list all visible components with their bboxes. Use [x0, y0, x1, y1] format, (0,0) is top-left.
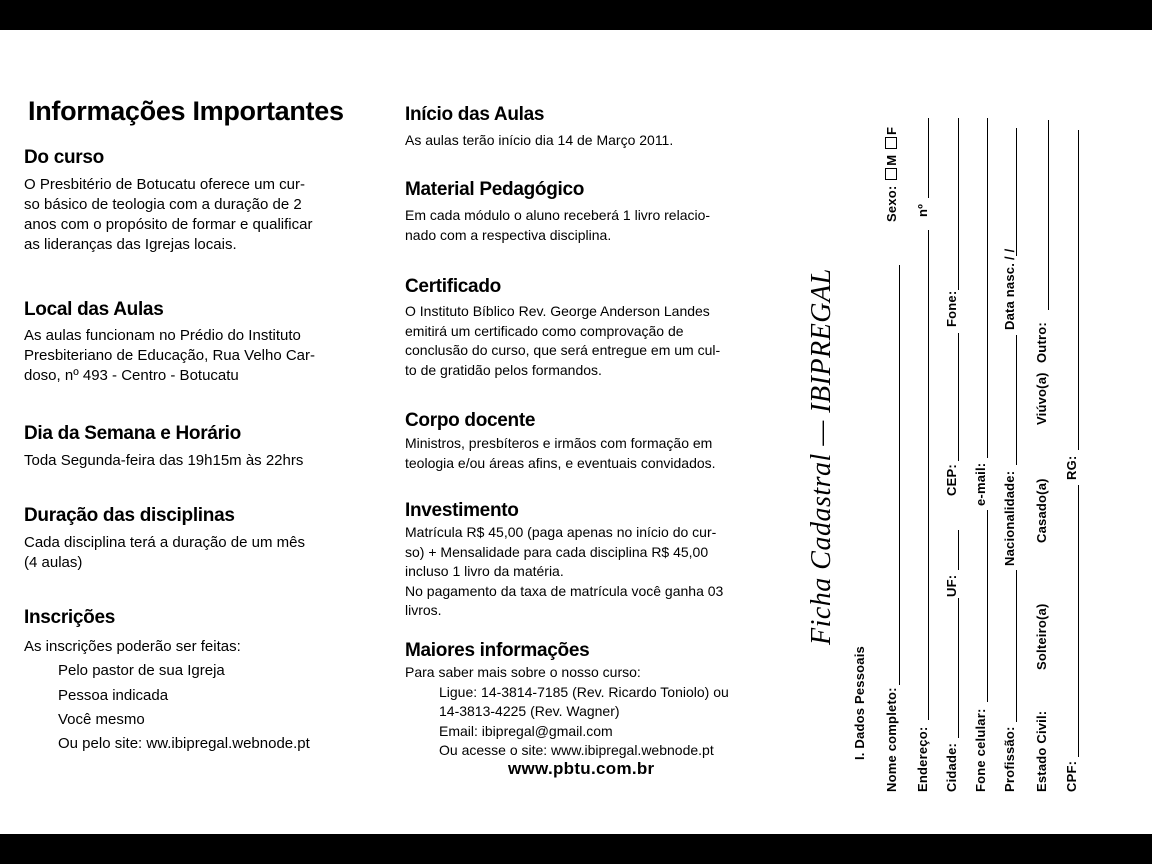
label-celular: Fone celular:: [973, 708, 988, 792]
label-email: e-mail:: [973, 462, 988, 506]
text-line: (4 aulas): [24, 554, 83, 571]
text-line: As aulas terão início dia 14 de Março 2011.: [405, 132, 674, 148]
list-item: Pelo pastor de sua Igreja: [58, 662, 225, 680]
text-line: livros.: [405, 602, 442, 618]
text-line: nado com a respectiva disciplina.: [405, 226, 612, 243]
label-cpf: CPF:: [1064, 760, 1079, 792]
label-sexo-text: Sexo:: [884, 185, 899, 222]
text-line: O Presbitério de Botucatu oferece um cur-: [24, 176, 305, 193]
text-line: Presbiteriano de Educação, Rua Velho Car-: [24, 347, 316, 364]
section-body-material: [405, 206, 753, 245]
text-line: to de gratidão pelos formandos.: [405, 361, 602, 378]
section-body-maiores: [405, 663, 753, 761]
option-casado[interactable]: Casado(a): [1034, 478, 1049, 543]
list-item: Ligue: 14-3814-7185 (Rev. Ricardo Toniolo) ou: [439, 683, 729, 700]
section-heading-dia: Dia da Semana e Horário: [24, 423, 241, 444]
section-body-curso: [24, 175, 342, 255]
label-cidade: Cidade:: [944, 742, 959, 792]
text-line: teologia e/ou áreas afins, e eventuais convidados.: [405, 454, 716, 471]
text-line: No pagamento da taxa de matrícula você ganha 03: [405, 582, 724, 599]
list-item: Pessoa indicada: [58, 686, 169, 704]
section-body-inicio: [405, 131, 753, 151]
text-line: anos com o propósito de formar e qualificar: [24, 216, 313, 233]
section-body-certificado: [405, 302, 753, 380]
label-fone: Fone:: [944, 290, 959, 327]
section-heading-inicio: Início das Aulas: [405, 104, 545, 125]
section-heading-maiores: Maiores informações: [405, 640, 590, 661]
section-heading-certificado: Certificado: [405, 276, 501, 297]
field-cpf[interactable]: [1078, 485, 1079, 757]
form-title: Ficha Cadastral — IBIPREGAL: [806, 268, 837, 645]
text-line: As aulas funcionam no Prédio do Instituto: [24, 327, 301, 344]
field-outro[interactable]: [1048, 120, 1049, 310]
field-rg[interactable]: [1078, 130, 1079, 450]
section-body-inscricoes: [24, 635, 344, 756]
field-profissao[interactable]: [1016, 570, 1017, 722]
website-link[interactable]: www.pbtu.com.br: [508, 759, 655, 778]
field-endereco[interactable]: [928, 230, 929, 720]
text-line: Toda Segunda-feira das 19h15m às 22hrs: [24, 452, 304, 469]
text-line: Ministros, presbíteros e irmãos com formação em: [405, 435, 713, 451]
field-email[interactable]: [987, 118, 988, 458]
label-m: M: [884, 154, 899, 166]
field-nacionalidade[interactable]: [1016, 335, 1017, 465]
field-fone[interactable]: [958, 118, 959, 290]
label-uf: UF:: [944, 574, 959, 597]
text-line: As inscrições poderão ser feitas:: [24, 638, 241, 655]
form-section-heading: I. Dados Pessoais: [852, 646, 867, 760]
section-body-duracao: [24, 533, 344, 573]
label-f: F: [884, 126, 899, 135]
section-body-dia: [24, 451, 344, 471]
section-heading-investimento: Investimento: [405, 500, 519, 521]
text-line: incluso 1 livro da matéria.: [405, 563, 564, 579]
field-cep[interactable]: [958, 333, 959, 461]
text-line: Cada disciplina terá a duração de um mês: [24, 534, 305, 551]
checkbox-f[interactable]: [885, 137, 897, 149]
section-body-investimento: [405, 523, 753, 621]
text-line: Para saber mais sobre o nosso curso:: [405, 664, 641, 680]
label-profissao: Profissão:: [1002, 726, 1017, 792]
text-line: as lideranças das Igrejas locais.: [24, 236, 237, 253]
section-heading-material: Material Pedagógico: [405, 179, 585, 200]
field-data-nasc-line[interactable]: [1016, 128, 1017, 256]
field-celular[interactable]: [987, 510, 988, 702]
label-nacionalidade: Nacionalidade:: [1002, 470, 1017, 566]
section-heading-inscricoes: Inscrições: [24, 607, 115, 628]
option-viuvo[interactable]: Viúvo(a): [1034, 372, 1049, 425]
section-heading-curso: Do curso: [24, 147, 104, 168]
text-line: so) + Mensalidade para cada disciplina R$ 45,00: [405, 543, 709, 560]
section-heading-duracao: Duração das disciplinas: [24, 505, 235, 526]
field-uf[interactable]: [958, 530, 959, 570]
list-item: Ou pelo site: ww.ibipregal.webnode.pt: [58, 735, 310, 753]
label-numero: nº: [915, 203, 930, 217]
page-title: Informações Importantes: [28, 96, 344, 126]
list-item: Você mesmo: [58, 710, 145, 728]
field-data-nasc[interactable]: / /: [1002, 248, 1017, 260]
text-line: conclusão do curso, que será entregue em um cul-: [405, 342, 721, 358]
label-data-nasc: Data nasc.: [1002, 262, 1017, 330]
list-item: 14-3813-4225 (Rev. Wagner): [439, 703, 620, 719]
text-line: emitirá um certificado como comprovação de: [405, 322, 684, 339]
section-body-docente: [405, 434, 753, 473]
text-line: so básico de teologia com a duração de 2: [24, 196, 302, 213]
checkbox-m[interactable]: [885, 168, 897, 180]
brochure-page: [0, 30, 1152, 834]
list-item: Email: ibipregal@gmail.com: [439, 722, 613, 739]
label-sexo: [884, 127, 899, 222]
section-heading-docente: Corpo docente: [405, 410, 536, 431]
text-line: Matrícula R$ 45,00 (paga apenas no início do cur-: [405, 524, 717, 540]
option-solteiro[interactable]: Solteiro(a): [1034, 603, 1049, 670]
label-estado-civil: Estado Civil:: [1034, 710, 1049, 792]
label-outro: Outro:: [1034, 322, 1049, 363]
label-nome: Nome completo:: [884, 687, 899, 792]
list-item: Ou acesse o site: www.ibipregal.webnode.pt: [439, 742, 714, 758]
field-numero[interactable]: [928, 118, 929, 198]
text-line: doso, nº 493 - Centro - Botucatu: [24, 367, 239, 384]
label-cep: CEP:: [944, 464, 959, 496]
label-rg: RG:: [1064, 455, 1079, 480]
text-line: O Instituto Bíblico Rev. George Anderson Landes: [405, 303, 710, 319]
section-body-local: [24, 326, 344, 386]
text-line: Em cada módulo o aluno receberá 1 livro relacio-: [405, 207, 711, 223]
field-nome[interactable]: [899, 265, 900, 685]
section-heading-local: Local das Aulas: [24, 299, 164, 320]
field-cidade[interactable]: [958, 598, 959, 738]
label-endereco: Endereço:: [915, 726, 930, 792]
